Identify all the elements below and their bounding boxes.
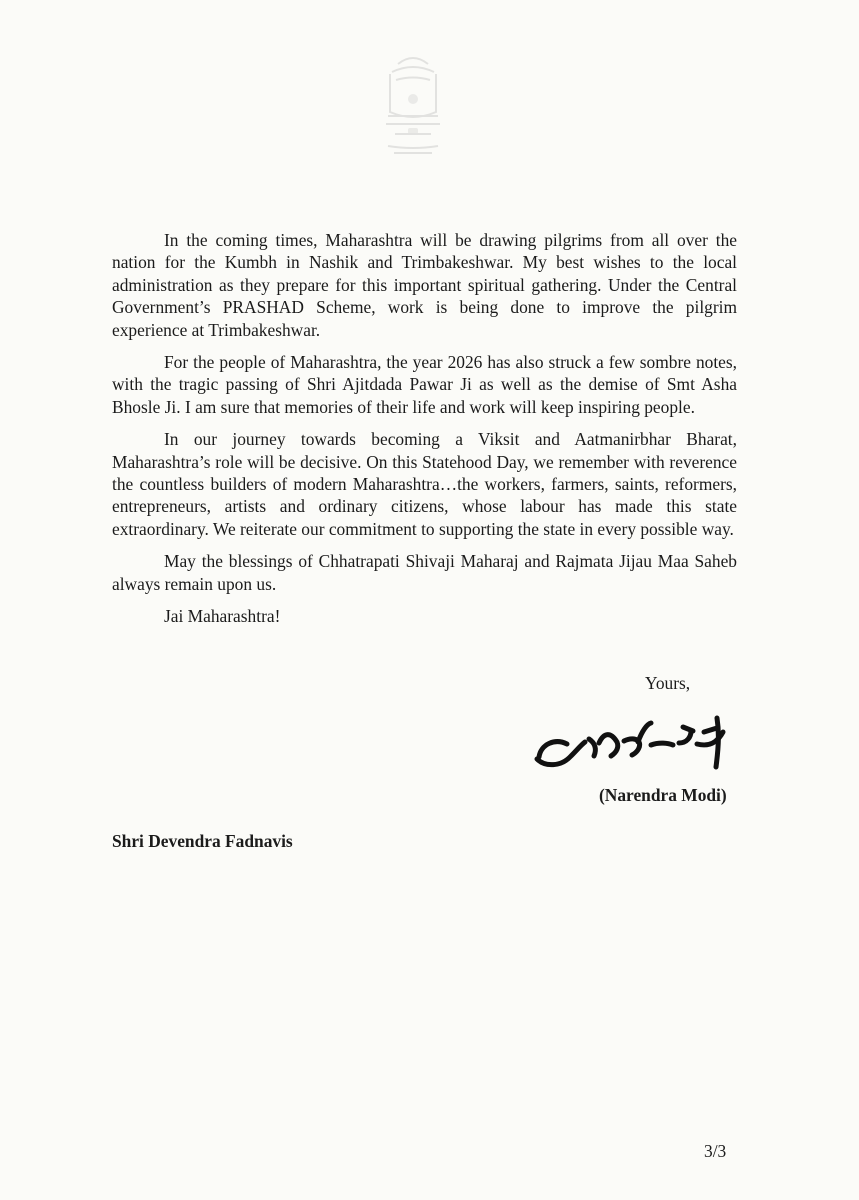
national-emblem-watermark-icon [368,52,458,164]
letter-paragraph-5: Jai Maharashtra! [164,606,281,627]
addressee-name: Shri Devendra Fadnavis [112,831,293,851]
letter-paragraph-3: In our journey towards becoming a Viksit and Aatmanirbhar Bharat, Maharashtra’s role will be decisive. On this Statehood Day, we remember with reverence the countless builders of modern Maharashtra…the workers, farmers, saints, reformers, entrepreneurs, artists and ordinary citizens, whose labour has made this state extraordinary. We reiterate our commitment to supporting the state in every possible way. [112,429,737,539]
letter-closing: Yours, [645,673,691,693]
letter-body [112,229,737,638]
handwritten-signature-icon [527,710,749,782]
letter-paragraph-2: For the people of Maharashtra, the year 2026 has also struck a few sombre notes, with the tragic passing of Shri Ajitdada Pawar Ji as well as the demise of Smt Asha Bhosle Ji. I am sure that memories of their life and work will keep inspiring people. [112,352,737,417]
page-number: 3/3 [704,1141,727,1161]
letter-paragraph-4: May the blessings of Chhatrapati Shivaji Maharaj and Rajmata Jijau Maa Saheb always remain upon us. [112,551,737,594]
letter-paragraph-1: In the coming times, Maharashtra will be drawing pilgrims from all over the nation for the Kumbh in Nashik and Trimbakeshwar. My best wishes to the local administration as they prepare for this important spiritual gathering. Under the Central Government’s PRASHAD Scheme, work is being done to improve the pilgrim experience at Trimbakeshwar. [112,230,737,340]
signatory-name: (Narendra Modi) [599,785,727,805]
